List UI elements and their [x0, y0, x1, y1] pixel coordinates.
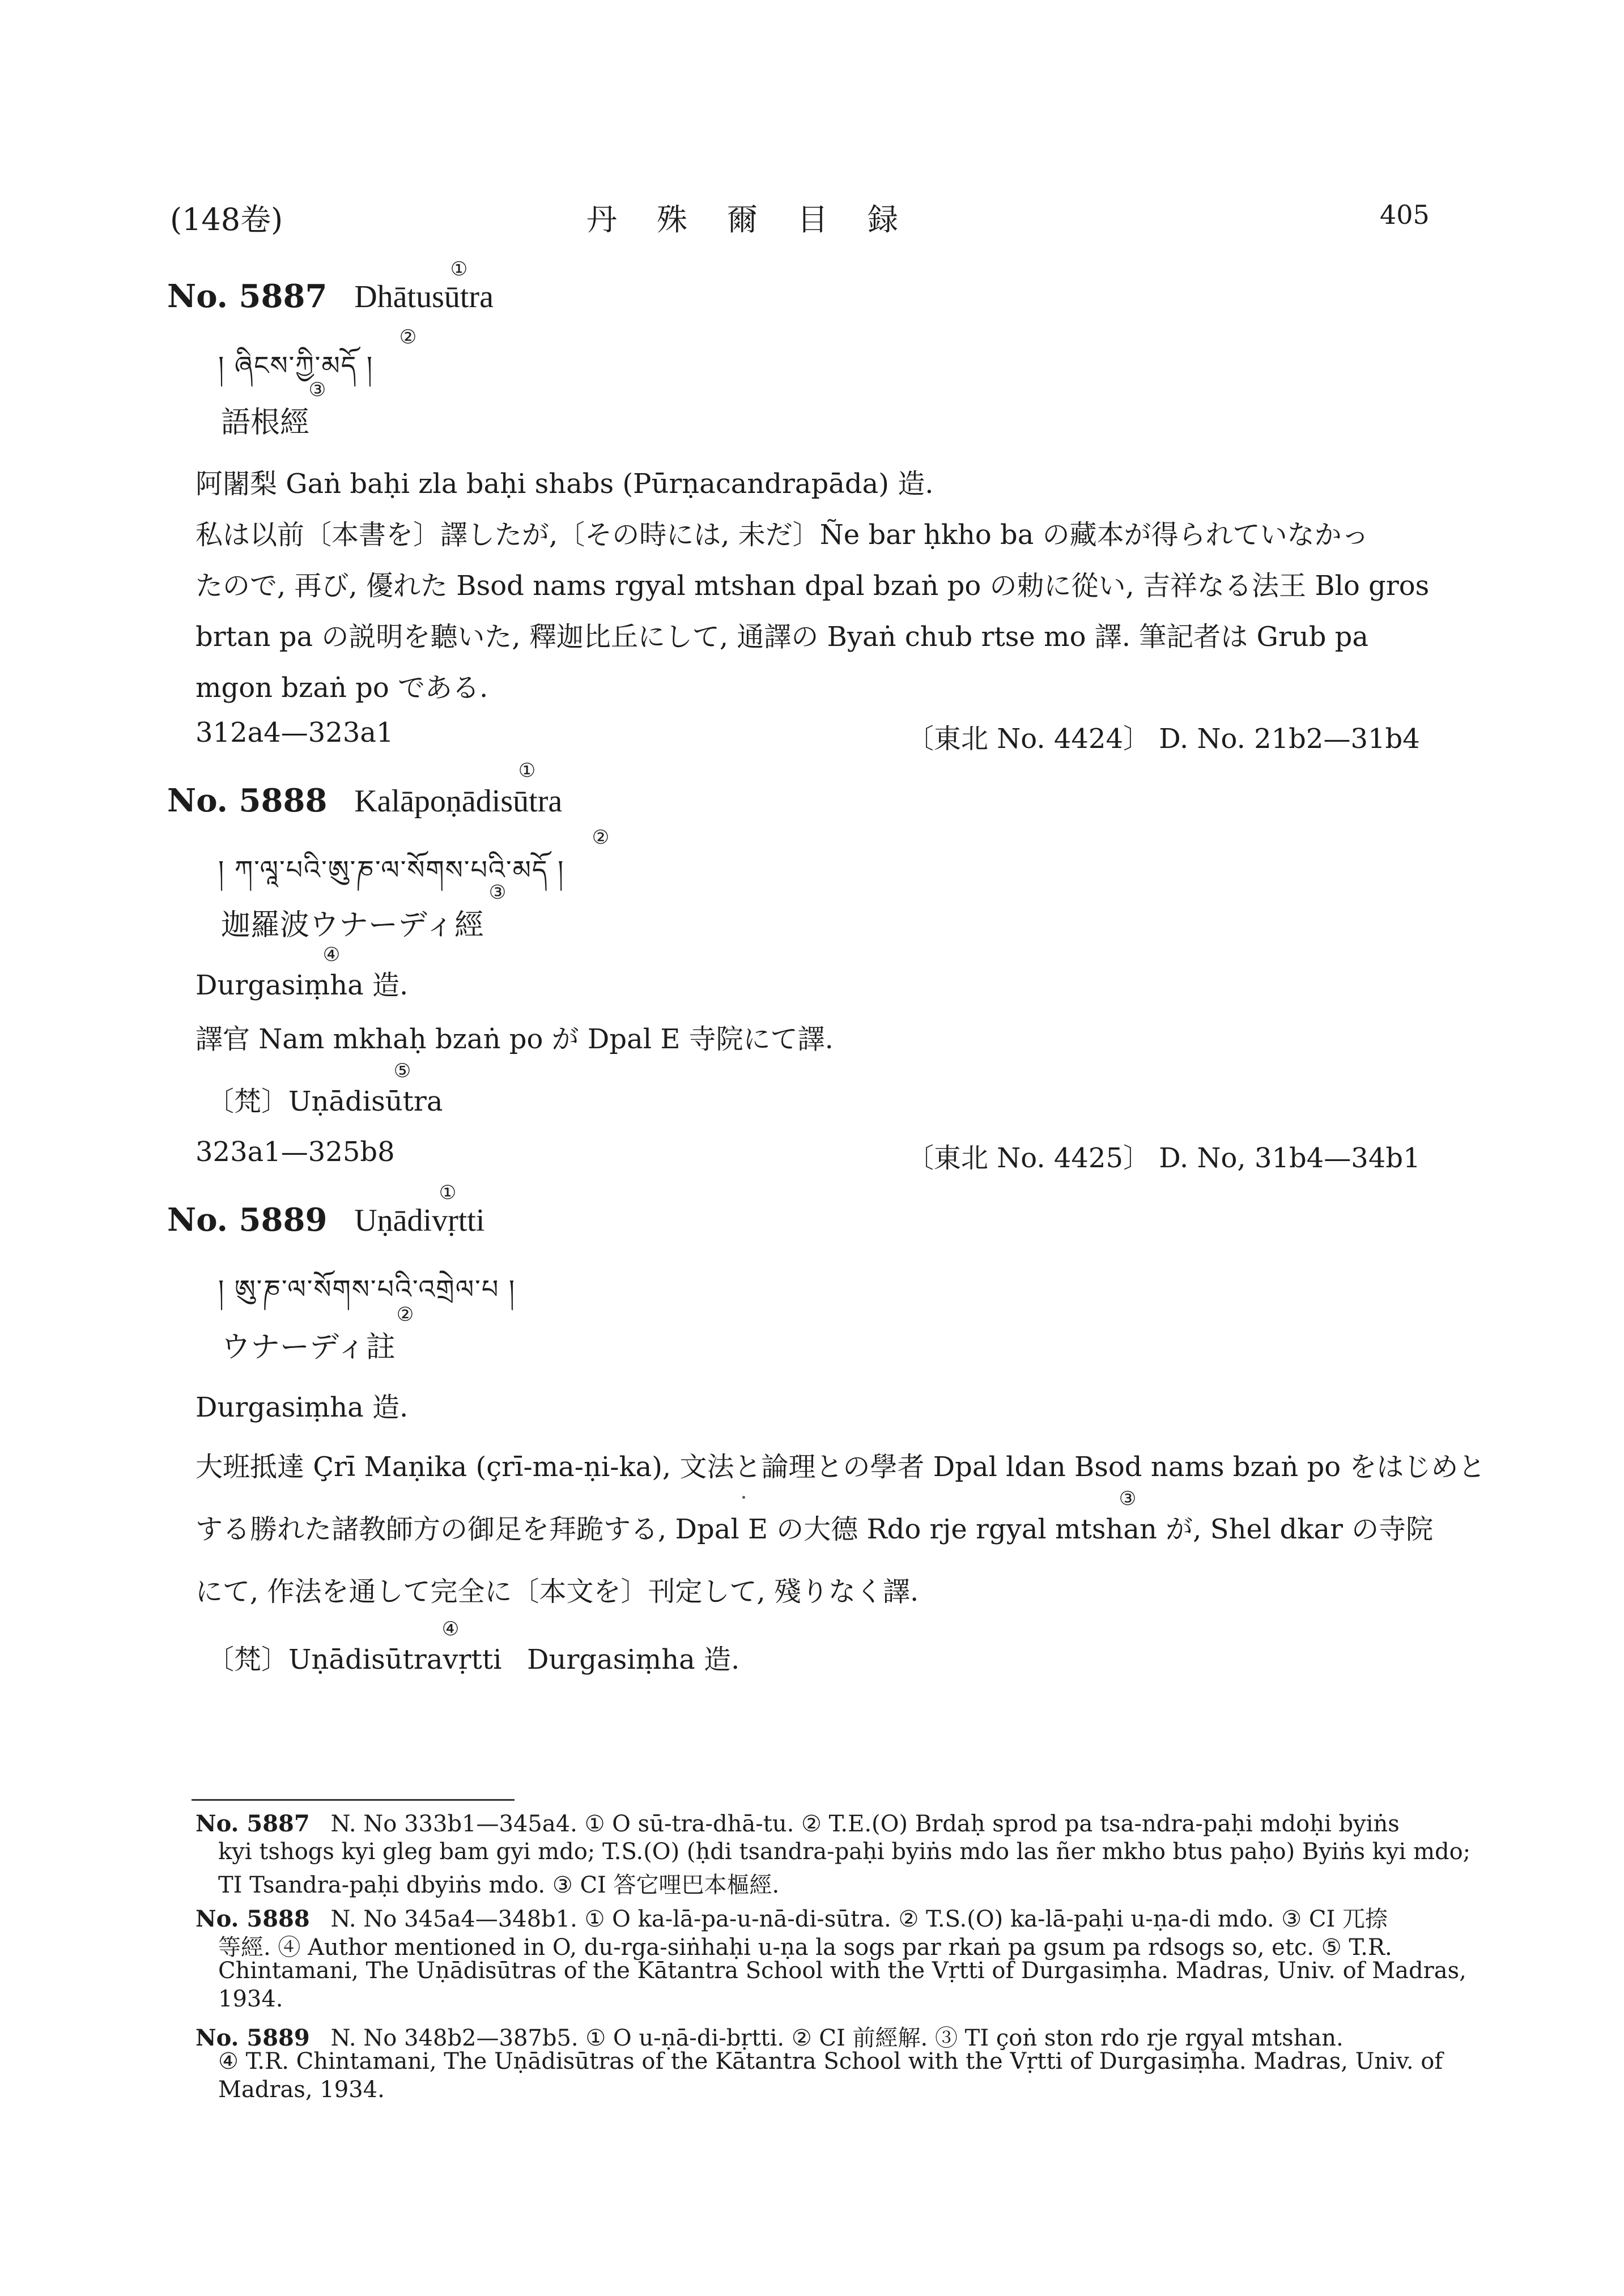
- entry-line: たので, 再び, 優れた Bsod nams rgyal mtshan dpal bzaṅ po の勅に從い, 吉祥なる法王 Blo gros: [195, 570, 1430, 602]
- footnote-number: No. 5889: [195, 2025, 310, 2051]
- author-line: Durgasiṃha 造.: [195, 1392, 409, 1423]
- note-marker: ①: [439, 1181, 457, 1204]
- entry-line: 譯官 Nam mkhaḥ bzaṅ po が Dpal E 寺院にて譯.: [195, 1023, 834, 1055]
- note-marker: ③: [488, 881, 507, 904]
- folio-range: 323a1—325b8: [195, 1136, 395, 1168]
- folio-range: 312a4—323a1: [195, 717, 394, 749]
- footnote-line: 1934.: [218, 1986, 283, 2012]
- entry-line: 阿闍梨 Gaṅ baḥi zla baḥi shabs (Pūrṇacandrapāda) 造.: [195, 468, 934, 500]
- japanese-title: 語根經: [221, 406, 310, 440]
- footnote-number: No. 5888: [195, 1906, 310, 1932]
- footnote-text: N. No 348b2—387b5. ① O u-ṇā-di-bṛtti. ② CI 前經解. ③ TI çoṅ ston rdo rje rgyal mtshan.: [330, 2025, 1344, 2051]
- footnote-line: Madras, 1934.: [218, 2077, 385, 2103]
- author-line: Durgasiṃha 造.: [195, 970, 409, 1001]
- entry-title: Uṇādivṛtti: [354, 1203, 485, 1238]
- note-marker: ②: [396, 1303, 414, 1326]
- sanskrit-title: 〔梵〕Uṇādisūtravṛtti: [207, 1644, 502, 1676]
- page-title: 丹 殊 爾 目 録: [586, 202, 903, 237]
- entry-number: No. 5889: [167, 1201, 328, 1239]
- entry-title: Kalāpoṇādisūtra: [354, 784, 563, 819]
- entry-line: 私は以前〔本書を〕譯したが,〔その時には, 未だ〕Ñe bar ḥkho ba の藏本が得られていなかっ: [195, 519, 1369, 551]
- note-marker: ③: [1119, 1487, 1137, 1510]
- entry-number: No. 5888: [167, 782, 328, 819]
- entry-heading: [167, 1201, 484, 1239]
- entry-line: brtan pa の説明を聽いた, 釋迦比丘にして, 通譯の Byaṅ chub rtse mo 譯. 筆記者は Grub pa: [195, 621, 1369, 653]
- footnote-divider: [192, 1799, 515, 1801]
- tohoku-reference: 〔東北 No. 4424〕 D. No. 21b2—31b4: [907, 723, 1420, 755]
- note-marker: ①: [450, 258, 468, 280]
- volume-label: (148卷): [170, 202, 283, 237]
- sanskrit-author: Durgasiṃha 造.: [527, 1644, 740, 1676]
- footnote-line: [195, 1810, 1400, 1837]
- note-marker: ⑤: [393, 1060, 411, 1082]
- page-number: 405: [1380, 199, 1430, 230]
- footnote-text: N. No 333b1—345a4. ① O sū-tra-dhā-tu. ② T.E.(O) Brdaḥ sprod pa tsa-ndra-paḥi mdoḥi byiṅs: [330, 1811, 1400, 1837]
- note-marker: ②: [592, 826, 610, 849]
- entry-heading: [167, 278, 494, 315]
- note-marker: ④: [441, 1618, 460, 1640]
- tohoku-reference: 〔東北 No. 4425〕 D. No, 31b4—34b1: [907, 1142, 1421, 1174]
- note-marker: ④: [322, 943, 341, 966]
- footnote-line: Chintamani, The Uṇādisūtras of the Kātantra School with the Vṛtti of Durgasiṃha. Madras, Univ. of Madras,: [218, 1958, 1466, 1984]
- entry-line: にて, 作法を通して完全に〔本文を〕刊定して, 殘りなく譯.: [195, 1576, 919, 1608]
- sanskrit-title: 〔梵〕Uṇādisūtra: [207, 1086, 443, 1117]
- entry-line: 大班抵達 Çrī Maṇika (çrī-ma-ṇi-ka), 文法と論理との學者 Dpal ldan Bsod nams bzaṅ po をはじめと: [195, 1451, 1486, 1483]
- japanese-title: ウナーディ註: [221, 1330, 396, 1364]
- footnote-line: [195, 2020, 1344, 2052]
- footnote-line: TI Tsandra-paḥi dbyiṅs mdo. ③ CI 答它哩巴本樞經.: [218, 1872, 780, 1898]
- footnote-line: kyi tshogs kyi gleg bam gyi mdo; T.S.(O) (ḥdi tsandra-paḥi byiṅs mdo las ñer mkho btus paḥo) Byiṅs kyi mdo;: [218, 1839, 1471, 1865]
- note-marker: ③: [308, 379, 326, 401]
- entry-number: No. 5887: [167, 278, 328, 315]
- footnote-line: 等經. ④ Author mentioned in O, du-rga-siṅhaḥi u-ṇa la sogs par rkaṅ pa gsum pa rdsogs so, etc. ⑤ T.R.: [218, 1934, 1392, 1961]
- entry-heading: [167, 782, 562, 819]
- note-marker: ①: [518, 759, 536, 782]
- note-marker: ②: [399, 326, 417, 348]
- footnote-number: No. 5887: [195, 1810, 310, 1837]
- punctuation-dot: [742, 1496, 745, 1499]
- tibetan-title: ། ཀ་ལཱ་པའི་ཨུ་ཎ་ལ་སོགས་པའི་མདོ །: [218, 854, 565, 885]
- footnote-line: [195, 1901, 1388, 1933]
- footnote-line: ④ T.R. Chintamani, The Uṇādisūtras of the Kātantra School with the Vṛtti of Durgasiṃha. Madras, Univ. of: [218, 2048, 1443, 2074]
- footnote-text: N. No 345a4—348b1. ① O ka-lā-pa-u-nā-di-sūtra. ② T.S.(O) ka-lā-paḥi u-ṇa-di mdo. ③ CI 兀捺: [330, 1906, 1388, 1932]
- entry-line: mgon bzaṅ po である.: [195, 672, 488, 704]
- entry-line: する勝れた諸教師方の御足を拜跪する, Dpal E の大德 Rdo rje rgyal mtshan が, Shel dkar の寺院: [195, 1513, 1434, 1545]
- tibetan-title: ། ཨུ་ཎ་ལ་སོགས་པའི་འགྲེལ་པ །: [218, 1274, 516, 1304]
- tibetan-title: ། ཞིངས་ཀྱི་མདོ །: [218, 350, 374, 381]
- entry-title: Dhātusūtra: [354, 279, 494, 314]
- japanese-title: 迦羅波ウナーディ經: [221, 908, 484, 942]
